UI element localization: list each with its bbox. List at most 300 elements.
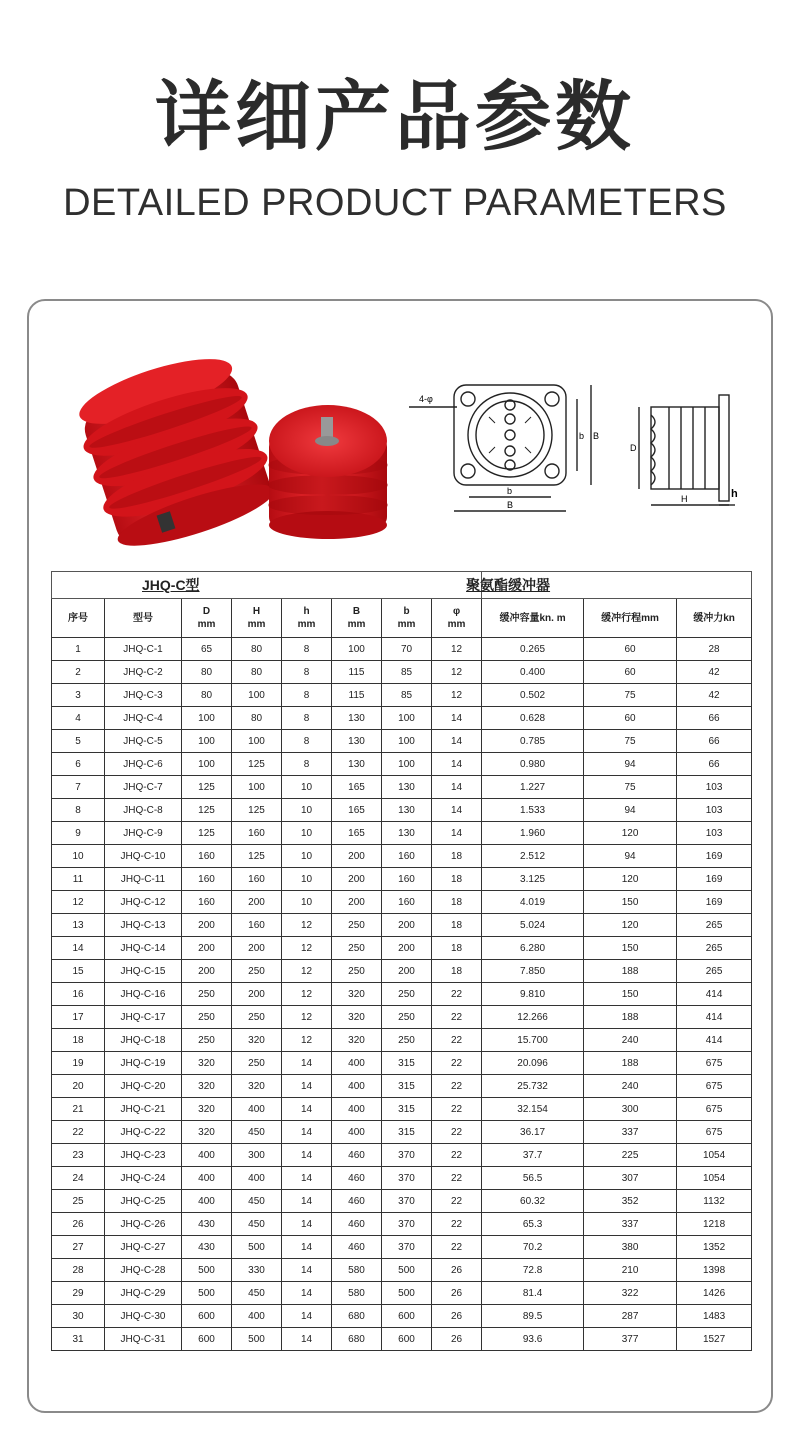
table-cell: 120 xyxy=(584,914,677,937)
table-cell: 169 xyxy=(677,845,752,868)
table-row xyxy=(52,1236,752,1259)
table-cell: 169 xyxy=(677,868,752,891)
table-cell: 370 xyxy=(382,1167,432,1190)
table-cell: 188 xyxy=(584,1006,677,1029)
table-cell: 56.5 xyxy=(482,1167,584,1190)
table-cell: 100 xyxy=(182,753,232,776)
table-cell: 85 xyxy=(382,684,432,707)
table-cell: 18 xyxy=(432,960,482,983)
table-cell: 22 xyxy=(432,1029,482,1052)
table-cell: 103 xyxy=(677,822,752,845)
table-cell: 130 xyxy=(382,822,432,845)
table-cell: 680 xyxy=(332,1305,382,1328)
table-title-row xyxy=(52,572,752,599)
table-cell: 430 xyxy=(182,1213,232,1236)
table-cell: 14 xyxy=(282,1236,332,1259)
table-cell: 265 xyxy=(677,914,752,937)
table-cell: 94 xyxy=(584,845,677,868)
table-cell: 14 xyxy=(282,1144,332,1167)
table-cell: 29 xyxy=(52,1282,105,1305)
table-cell: 320 xyxy=(332,983,382,1006)
table-cell: 22 xyxy=(52,1121,105,1144)
table-cell: 80 xyxy=(182,661,232,684)
table-cell: 315 xyxy=(382,1098,432,1121)
table-cell: JHQ-C-20 xyxy=(105,1075,182,1098)
table-cell: 500 xyxy=(382,1259,432,1282)
table-cell: 400 xyxy=(232,1305,282,1328)
table-cell: 22 xyxy=(432,1052,482,1075)
table-cell: JHQ-C-24 xyxy=(105,1167,182,1190)
table-cell: 26 xyxy=(52,1213,105,1236)
table-cell: JHQ-C-11 xyxy=(105,868,182,891)
table-cell: 300 xyxy=(232,1144,282,1167)
table-row xyxy=(52,1190,752,1213)
table-cell: 675 xyxy=(677,1052,752,1075)
table-cell: JHQ-C-22 xyxy=(105,1121,182,1144)
table-cell: 320 xyxy=(232,1075,282,1098)
column-name: H xyxy=(252,606,261,617)
side-view-drawing xyxy=(629,393,739,513)
table-cell: 12 xyxy=(282,983,332,1006)
table-cell: 1.533 xyxy=(482,799,584,822)
table-cell: 200 xyxy=(182,937,232,960)
table-cell: 15.700 xyxy=(482,1029,584,1052)
table-cell: 81.4 xyxy=(482,1282,584,1305)
table-cell: 5.024 xyxy=(482,914,584,937)
column-header xyxy=(182,599,232,638)
table-cell: 12.266 xyxy=(482,1006,584,1029)
table-cell: 103 xyxy=(677,776,752,799)
table-cell: 500 xyxy=(232,1328,282,1351)
column-header xyxy=(382,599,432,638)
table-cell: 8 xyxy=(282,638,332,661)
column-name: 缓冲力kn xyxy=(693,612,735,624)
table-cell: JHQ-C-23 xyxy=(105,1144,182,1167)
column-unit: mm xyxy=(397,619,416,630)
product-photo xyxy=(69,337,399,547)
flange-drawing xyxy=(409,377,609,517)
table-cell: 352 xyxy=(584,1190,677,1213)
table-cell: 400 xyxy=(332,1098,382,1121)
table-cell: JHQ-C-7 xyxy=(105,776,182,799)
table-cell: 160 xyxy=(182,868,232,891)
table-cell: 370 xyxy=(382,1213,432,1236)
table-cell: 377 xyxy=(584,1328,677,1351)
column-name: h xyxy=(303,606,310,617)
table-cell: 0.265 xyxy=(482,638,584,661)
column-header xyxy=(584,599,677,638)
table-cell: 500 xyxy=(182,1282,232,1305)
column-header xyxy=(232,599,282,638)
table-cell: 200 xyxy=(382,937,432,960)
table-cell: 4 xyxy=(52,707,105,730)
table-cell: 9 xyxy=(52,822,105,845)
table-cell: 70 xyxy=(382,638,432,661)
table-row xyxy=(52,1259,752,1282)
table-cell: 580 xyxy=(332,1259,382,1282)
table-cell: 600 xyxy=(382,1328,432,1351)
table-cell: 18 xyxy=(52,1029,105,1052)
table-cell: 21 xyxy=(52,1098,105,1121)
table-cell: 320 xyxy=(182,1121,232,1144)
table-row xyxy=(52,937,752,960)
table-cell: 500 xyxy=(232,1236,282,1259)
table-row xyxy=(52,638,752,661)
table-cell: 160 xyxy=(382,845,432,868)
table-cell: 3.125 xyxy=(482,868,584,891)
table-cell: JHQ-C-19 xyxy=(105,1052,182,1075)
table-cell: JHQ-C-4 xyxy=(105,707,182,730)
table-cell: 80 xyxy=(182,684,232,707)
table-cell: 8 xyxy=(282,753,332,776)
table-cell: 500 xyxy=(382,1282,432,1305)
table-cell: 130 xyxy=(382,776,432,799)
column-unit: mm xyxy=(447,619,466,630)
table-row xyxy=(52,1052,752,1075)
table-cell: 28 xyxy=(677,638,752,661)
table-cell: 0.980 xyxy=(482,753,584,776)
table-cell: 14 xyxy=(432,707,482,730)
table-row xyxy=(52,707,752,730)
table-cell: 1.227 xyxy=(482,776,584,799)
table-cell: 100 xyxy=(382,707,432,730)
table-cell: 7 xyxy=(52,776,105,799)
table-cell: 1054 xyxy=(677,1144,752,1167)
table-row xyxy=(52,776,752,799)
table-row xyxy=(52,1006,752,1029)
table-cell: 250 xyxy=(382,983,432,1006)
table-cell: 22 xyxy=(432,1006,482,1029)
table-cell: 14 xyxy=(282,1213,332,1236)
table-cell: 0.502 xyxy=(482,684,584,707)
table-cell: 32.154 xyxy=(482,1098,584,1121)
column-header xyxy=(52,599,105,638)
table-cell: 8 xyxy=(282,661,332,684)
table-cell: 14 xyxy=(432,799,482,822)
table-cell: 500 xyxy=(182,1259,232,1282)
table-cell: JHQ-C-3 xyxy=(105,684,182,707)
table-row xyxy=(52,1305,752,1328)
table-cell: 450 xyxy=(232,1190,282,1213)
table-cell: 250 xyxy=(182,983,232,1006)
table-cell: 7.850 xyxy=(482,960,584,983)
table-cell: 160 xyxy=(382,868,432,891)
table-cell: 17 xyxy=(52,1006,105,1029)
table-cell: 12 xyxy=(432,661,482,684)
table-cell: 12 xyxy=(282,1029,332,1052)
table-cell: 3 xyxy=(52,684,105,707)
table-cell: 100 xyxy=(382,730,432,753)
table-cell: 80 xyxy=(232,638,282,661)
table-cell: 150 xyxy=(584,983,677,1006)
table-cell: 94 xyxy=(584,799,677,822)
table-cell: 31 xyxy=(52,1328,105,1351)
table-cell: 14 xyxy=(432,753,482,776)
table-cell: 22 xyxy=(432,1121,482,1144)
table-cell: 370 xyxy=(382,1190,432,1213)
table-cell: 250 xyxy=(232,1052,282,1075)
table-cell: 250 xyxy=(332,937,382,960)
column-header xyxy=(105,599,182,638)
table-cell: 100 xyxy=(232,684,282,707)
column-name: 型号 xyxy=(133,612,153,624)
table-row xyxy=(52,914,752,937)
table-cell: 13 xyxy=(52,914,105,937)
table-row xyxy=(52,753,752,776)
table-cell: 460 xyxy=(332,1144,382,1167)
table-cell: 400 xyxy=(332,1052,382,1075)
column-name: B xyxy=(352,606,361,617)
table-cell: 1.960 xyxy=(482,822,584,845)
table-cell: 414 xyxy=(677,1029,752,1052)
table-cell: 250 xyxy=(332,914,382,937)
column-name: b xyxy=(403,606,410,617)
table-cell: 200 xyxy=(182,914,232,937)
table-cell: JHQ-C-1 xyxy=(105,638,182,661)
table-row xyxy=(52,1213,752,1236)
column-header xyxy=(482,599,584,638)
spec-table xyxy=(51,571,752,1351)
table-cell: 2.512 xyxy=(482,845,584,868)
table-cell: 100 xyxy=(182,707,232,730)
table-row xyxy=(52,1282,752,1305)
table-cell: 315 xyxy=(382,1052,432,1075)
table-row xyxy=(52,1144,752,1167)
table-cell: 12 xyxy=(432,638,482,661)
table-cell: 115 xyxy=(332,684,382,707)
table-cell: 100 xyxy=(332,638,382,661)
table-cell: JHQ-C-26 xyxy=(105,1213,182,1236)
table-row xyxy=(52,845,752,868)
table-cell: 42 xyxy=(677,684,752,707)
table-cell: 4.019 xyxy=(482,891,584,914)
table-cell: 675 xyxy=(677,1098,752,1121)
table-cell: JHQ-C-5 xyxy=(105,730,182,753)
table-cell: 125 xyxy=(182,822,232,845)
product-name: 聚氨酯缓冲器 xyxy=(466,577,551,593)
table-cell: 160 xyxy=(182,891,232,914)
table-cell: 320 xyxy=(182,1098,232,1121)
table-cell: 150 xyxy=(584,937,677,960)
table-cell: 460 xyxy=(332,1167,382,1190)
table-cell: 250 xyxy=(232,960,282,983)
table-cell: 200 xyxy=(182,960,232,983)
b-side-label: b xyxy=(579,431,585,441)
table-cell: 6 xyxy=(52,753,105,776)
table-cell: 265 xyxy=(677,937,752,960)
table-cell: 14 xyxy=(282,1075,332,1098)
table-cell: 0.400 xyxy=(482,661,584,684)
table-cell: 12 xyxy=(282,1006,332,1029)
table-cell: 337 xyxy=(584,1213,677,1236)
table-cell: 42 xyxy=(677,661,752,684)
table-cell: 320 xyxy=(232,1029,282,1052)
table-cell: 75 xyxy=(584,776,677,799)
table-cell: 22 xyxy=(432,1236,482,1259)
table-cell: 75 xyxy=(584,684,677,707)
table-cell: 10 xyxy=(282,868,332,891)
table-cell: 18 xyxy=(432,891,482,914)
table-cell: 165 xyxy=(332,822,382,845)
table-cell: 370 xyxy=(382,1144,432,1167)
table-cell: JHQ-C-17 xyxy=(105,1006,182,1029)
table-cell: 70.2 xyxy=(482,1236,584,1259)
table-cell: 250 xyxy=(232,1006,282,1029)
table-row xyxy=(52,960,752,983)
table-row xyxy=(52,661,752,684)
table-cell: 100 xyxy=(182,730,232,753)
table-cell: 22 xyxy=(432,1167,482,1190)
table-cell: 22 xyxy=(432,1098,482,1121)
table-cell: 160 xyxy=(232,868,282,891)
table-cell: 65 xyxy=(182,638,232,661)
table-cell: 600 xyxy=(382,1305,432,1328)
table-cell: 188 xyxy=(584,1052,677,1075)
table-cell: 8 xyxy=(52,799,105,822)
column-header xyxy=(677,599,752,638)
table-cell: 322 xyxy=(584,1282,677,1305)
table-cell: 2 xyxy=(52,661,105,684)
table-cell: 6.280 xyxy=(482,937,584,960)
table-cell: 210 xyxy=(584,1259,677,1282)
column-unit: mm xyxy=(347,619,366,630)
table-cell: 10 xyxy=(282,845,332,868)
table-cell: JHQ-C-21 xyxy=(105,1098,182,1121)
table-cell: 14 xyxy=(432,776,482,799)
table-cell: 320 xyxy=(182,1075,232,1098)
table-cell: 85 xyxy=(382,661,432,684)
table-cell: 370 xyxy=(382,1236,432,1259)
B-side-label: B xyxy=(593,431,600,441)
table-cell: 460 xyxy=(332,1190,382,1213)
table-cell: 14 xyxy=(432,822,482,845)
table-cell: 66 xyxy=(677,730,752,753)
table-cell: 8 xyxy=(282,730,332,753)
table-cell: 14 xyxy=(432,730,482,753)
table-row xyxy=(52,891,752,914)
table-row xyxy=(52,983,752,1006)
column-name: 序号 xyxy=(68,612,88,624)
table-cell: 200 xyxy=(382,960,432,983)
table-cell: JHQ-C-29 xyxy=(105,1282,182,1305)
holes-label: 4-φ xyxy=(419,394,433,404)
table-cell: 14 xyxy=(282,1098,332,1121)
table-cell: 1398 xyxy=(677,1259,752,1282)
table-cell: 14 xyxy=(282,1190,332,1213)
table-cell: 1132 xyxy=(677,1190,752,1213)
table-cell: 18 xyxy=(432,914,482,937)
table-cell: 400 xyxy=(232,1098,282,1121)
column-name: φ xyxy=(452,606,461,617)
table-cell: 250 xyxy=(182,1029,232,1052)
table-cell: JHQ-C-25 xyxy=(105,1190,182,1213)
table-cell: 12 xyxy=(282,960,332,983)
table-cell: 400 xyxy=(332,1121,382,1144)
table-cell: JHQ-C-2 xyxy=(105,661,182,684)
table-cell: 307 xyxy=(584,1167,677,1190)
table-cell: JHQ-C-28 xyxy=(105,1259,182,1282)
table-cell: 115 xyxy=(332,661,382,684)
column-name: 缓冲行程mm xyxy=(601,612,659,624)
table-cell: 23 xyxy=(52,1144,105,1167)
table-cell: 400 xyxy=(332,1075,382,1098)
table-cell: 130 xyxy=(332,730,382,753)
table-cell: 18 xyxy=(432,937,482,960)
table-cell: 12 xyxy=(282,914,332,937)
table-cell: 200 xyxy=(332,891,382,914)
table-cell: 9.810 xyxy=(482,983,584,1006)
table-cell: 1054 xyxy=(677,1167,752,1190)
table-cell: 11 xyxy=(52,868,105,891)
table-cell: 120 xyxy=(584,822,677,845)
table-cell: 60 xyxy=(584,661,677,684)
table-cell: 165 xyxy=(332,776,382,799)
table-row xyxy=(52,822,752,845)
table-cell: 26 xyxy=(432,1328,482,1351)
table-cell: 240 xyxy=(584,1029,677,1052)
b-label: b xyxy=(507,486,513,496)
table-cell: 250 xyxy=(332,960,382,983)
table-cell: 460 xyxy=(332,1213,382,1236)
table-cell: 66 xyxy=(677,707,752,730)
table-cell: JHQ-C-10 xyxy=(105,845,182,868)
table-cell: 0.785 xyxy=(482,730,584,753)
table-cell: 330 xyxy=(232,1259,282,1282)
table-cell: JHQ-C-9 xyxy=(105,822,182,845)
table-cell: 1426 xyxy=(677,1282,752,1305)
table-cell: 580 xyxy=(332,1282,382,1305)
table-cell: 200 xyxy=(232,983,282,1006)
page-subtitle: DETAILED PRODUCT PARAMETERS xyxy=(63,182,727,224)
table-cell: JHQ-C-12 xyxy=(105,891,182,914)
table-cell: 200 xyxy=(382,914,432,937)
table-cell: 160 xyxy=(232,822,282,845)
table-cell: 125 xyxy=(232,799,282,822)
table-cell: 1 xyxy=(52,638,105,661)
table-cell: 16 xyxy=(52,983,105,1006)
table-cell: 19 xyxy=(52,1052,105,1075)
table-cell: 337 xyxy=(584,1121,677,1144)
table-cell: 25 xyxy=(52,1190,105,1213)
table-cell: 0.628 xyxy=(482,707,584,730)
table-cell: 160 xyxy=(382,891,432,914)
table-cell: 165 xyxy=(332,799,382,822)
table-row xyxy=(52,1075,752,1098)
table-cell: 200 xyxy=(232,891,282,914)
D-label: D xyxy=(630,443,637,453)
table-cell: 22 xyxy=(432,1190,482,1213)
model-series: JHQ-C型 xyxy=(142,577,200,593)
table-cell: 20 xyxy=(52,1075,105,1098)
table-cell: 20.096 xyxy=(482,1052,584,1075)
table-cell: 66 xyxy=(677,753,752,776)
table-cell: 400 xyxy=(182,1167,232,1190)
table-cell: 26 xyxy=(432,1282,482,1305)
column-name: D xyxy=(202,606,211,617)
table-cell: 28 xyxy=(52,1259,105,1282)
table-cell: 103 xyxy=(677,799,752,822)
table-cell: 450 xyxy=(232,1213,282,1236)
table-row xyxy=(52,1167,752,1190)
table-cell: 250 xyxy=(382,1029,432,1052)
table-cell: 169 xyxy=(677,891,752,914)
table-row xyxy=(52,868,752,891)
column-name: 缓冲容量kn. m xyxy=(499,612,566,624)
table-cell: 14 xyxy=(282,1121,332,1144)
table-cell: 18 xyxy=(432,868,482,891)
table-row xyxy=(52,799,752,822)
table-cell: 130 xyxy=(332,753,382,776)
